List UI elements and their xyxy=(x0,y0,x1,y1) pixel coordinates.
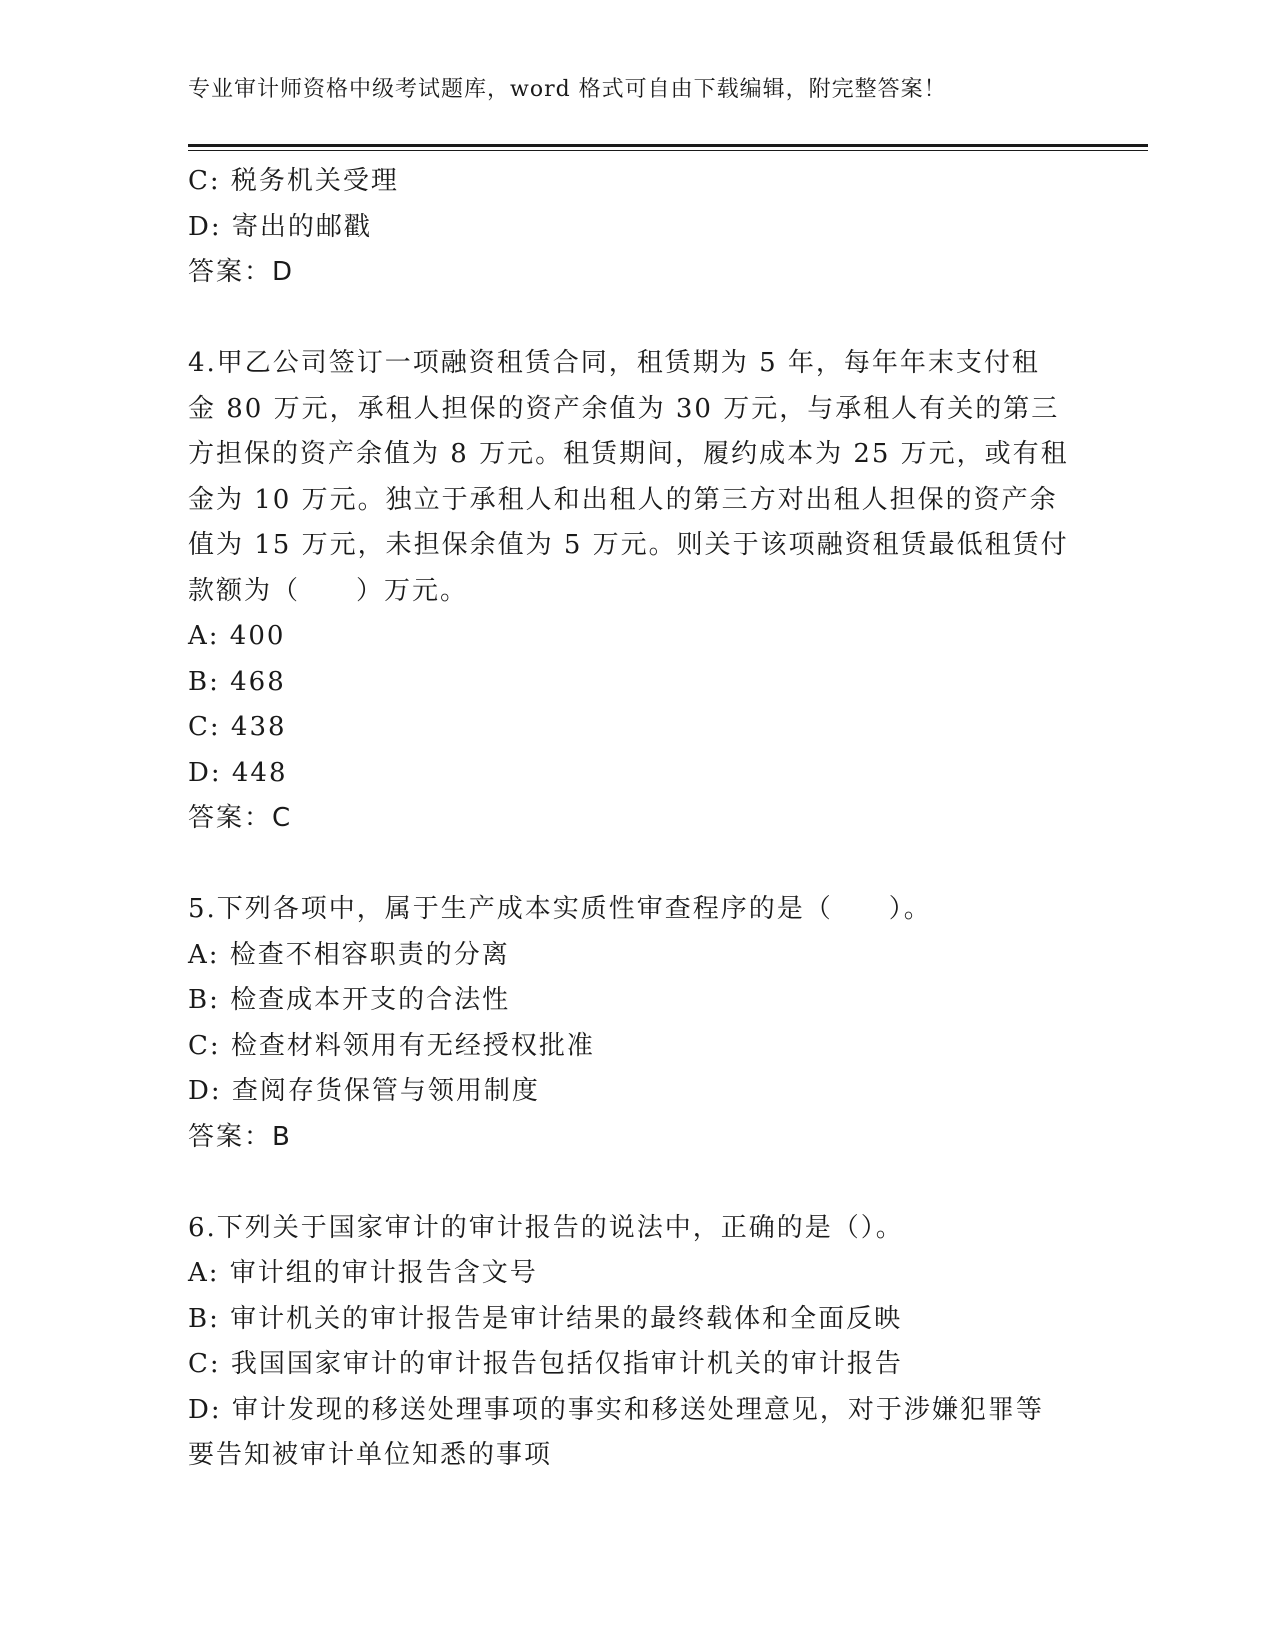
spacer xyxy=(188,1160,1088,1206)
answer: 答案：C xyxy=(188,803,293,833)
spacer xyxy=(188,296,1088,342)
option-a: A: 400 xyxy=(188,621,286,651)
option-c: C: 检查材料领用有无经授权批准 xyxy=(188,1030,595,1061)
option-a: A: 检查不相容职责的分离 xyxy=(188,939,510,970)
option-d: D: 审计发现的移送处理事项的事实和移送处理意见，对于涉嫌犯罪等 xyxy=(188,1394,1044,1425)
spacer xyxy=(188,842,1088,888)
option-d: D: 寄出的邮戳 xyxy=(188,211,372,242)
document-body xyxy=(188,159,1088,1479)
header-rule-thin xyxy=(188,150,1148,151)
option-c: C: 438 xyxy=(188,712,287,742)
question-stem-line: 值为 15 万元，未担保余值为 5 万元。则关于该项融资租赁最低租赁付 xyxy=(188,530,1069,560)
option-b: B: 检查成本开支的合法性 xyxy=(188,985,511,1015)
option-c: C: 我国国家审计的审计报告包括仅指审计机关的审计报告 xyxy=(188,1349,903,1379)
question-5 xyxy=(188,887,1088,1160)
question-6 xyxy=(188,1206,1088,1479)
option-b: B: 468 xyxy=(188,666,286,697)
option-d: D: 448 xyxy=(188,757,288,788)
page-header: 专业审计师资格中级考试题库，word 格式可自由下载编辑，附完整答案！ xyxy=(188,77,947,102)
question-stem-line: 6.下列关于国家审计的审计报告的说法中，正确的是（）。 xyxy=(188,1212,904,1243)
question-4 xyxy=(188,341,1088,842)
question-stem-line: 5.下列各项中，属于生产成本实质性审查程序的是（ ）。 xyxy=(188,894,932,924)
question-stem-line: 款额为（ ）万元。 xyxy=(188,575,469,606)
option-d-continued: 要告知被审计单位知悉的事项 xyxy=(188,1440,553,1470)
question-stem-line: 4.甲乙公司签订一项融资租赁合同，租赁期为 5 年，每年年末支付租 xyxy=(188,348,1040,378)
answer: 答案：D xyxy=(188,257,295,287)
question-3-tail xyxy=(188,159,1088,296)
option-d: D: 查阅存货保管与领用制度 xyxy=(188,1076,540,1106)
question-stem-line: 金 80 万元，承租人担保的资产余值为 30 万元，与承租人有关的第三 xyxy=(188,393,1060,424)
question-stem-line: 金为 10 万元。独立于承租人和出租人的第三方对出租人担保的资产余 xyxy=(188,484,1058,515)
answer: 答案：B xyxy=(188,1121,292,1152)
option-c: C: 税务机关受理 xyxy=(188,166,399,196)
option-b: B: 审计机关的审计报告是审计结果的最终载体和全面反映 xyxy=(188,1303,903,1334)
header-rule-thick xyxy=(188,144,1148,147)
question-stem-line: 方担保的资产余值为 8 万元。租赁期间，履约成本为 25 万元，或有租 xyxy=(188,439,1069,469)
option-a: A: 审计组的审计报告含文号 xyxy=(188,1258,538,1288)
